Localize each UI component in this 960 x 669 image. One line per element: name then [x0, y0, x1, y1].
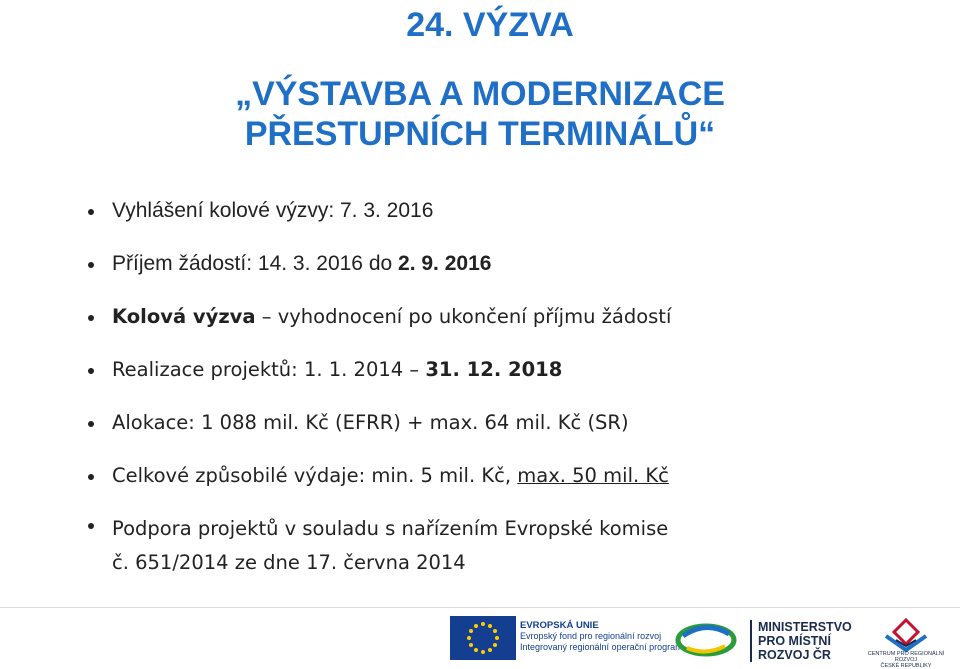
eu-flag-icon — [450, 616, 516, 660]
irop-swirl-icon — [675, 618, 737, 658]
bullet-announcement: Vyhlášení kolové výzvy: 7. 3. 2016 — [88, 198, 908, 224]
bullet-regulation: Podpora projektů v souladu s nařízením Evropské komise č. 651/2014 ze dne 17. června 2014 — [88, 512, 908, 580]
slide-subtitle — [0, 74, 960, 154]
bullet-implementation: Realizace projektů: 1. 1. 2014 – 31. 12. 2018 — [88, 357, 908, 383]
subtitle-line-2: PŘESTUPNÍCH TERMINÁLŮ“ — [244, 115, 716, 153]
eu-logo-text: EVROPSKÁ UNIE Evropský fond pro regionální rozvoj Integrovaný regionální operační program — [520, 620, 683, 652]
ministry-logo-text: MINISTERSTVO PRO MÍSTNÍ ROZVOJ ČR — [750, 620, 852, 662]
bullet-eligible-costs: Celkové způsobilé výdaje: min. 5 mil. Kč, max. 50 mil. Kč — [88, 463, 908, 489]
bullet-list — [88, 198, 908, 607]
bullet-submission: Příjem žádostí: 14. 3. 2016 do 2. 9. 2016 — [88, 251, 908, 277]
crr-logo-text: CENTRUM PRO REGIONÁLNÍ ROZVOJ ČESKÉ REPUBLIKY — [867, 651, 945, 669]
bullet-allocation: Alokace: 1 088 mil. Kč (EFRR) + max. 64 mil. Kč (SR) — [88, 410, 908, 436]
footer-logos — [0, 607, 960, 669]
slide-title: 24. VÝZVA — [406, 6, 574, 44]
subtitle-line-1: „VÝSTAVBA A MODERNIZACE — [235, 75, 725, 113]
bullet-round-call: Kolová výzva – vyhodnocení po ukončení příjmu žádostí — [88, 304, 908, 330]
